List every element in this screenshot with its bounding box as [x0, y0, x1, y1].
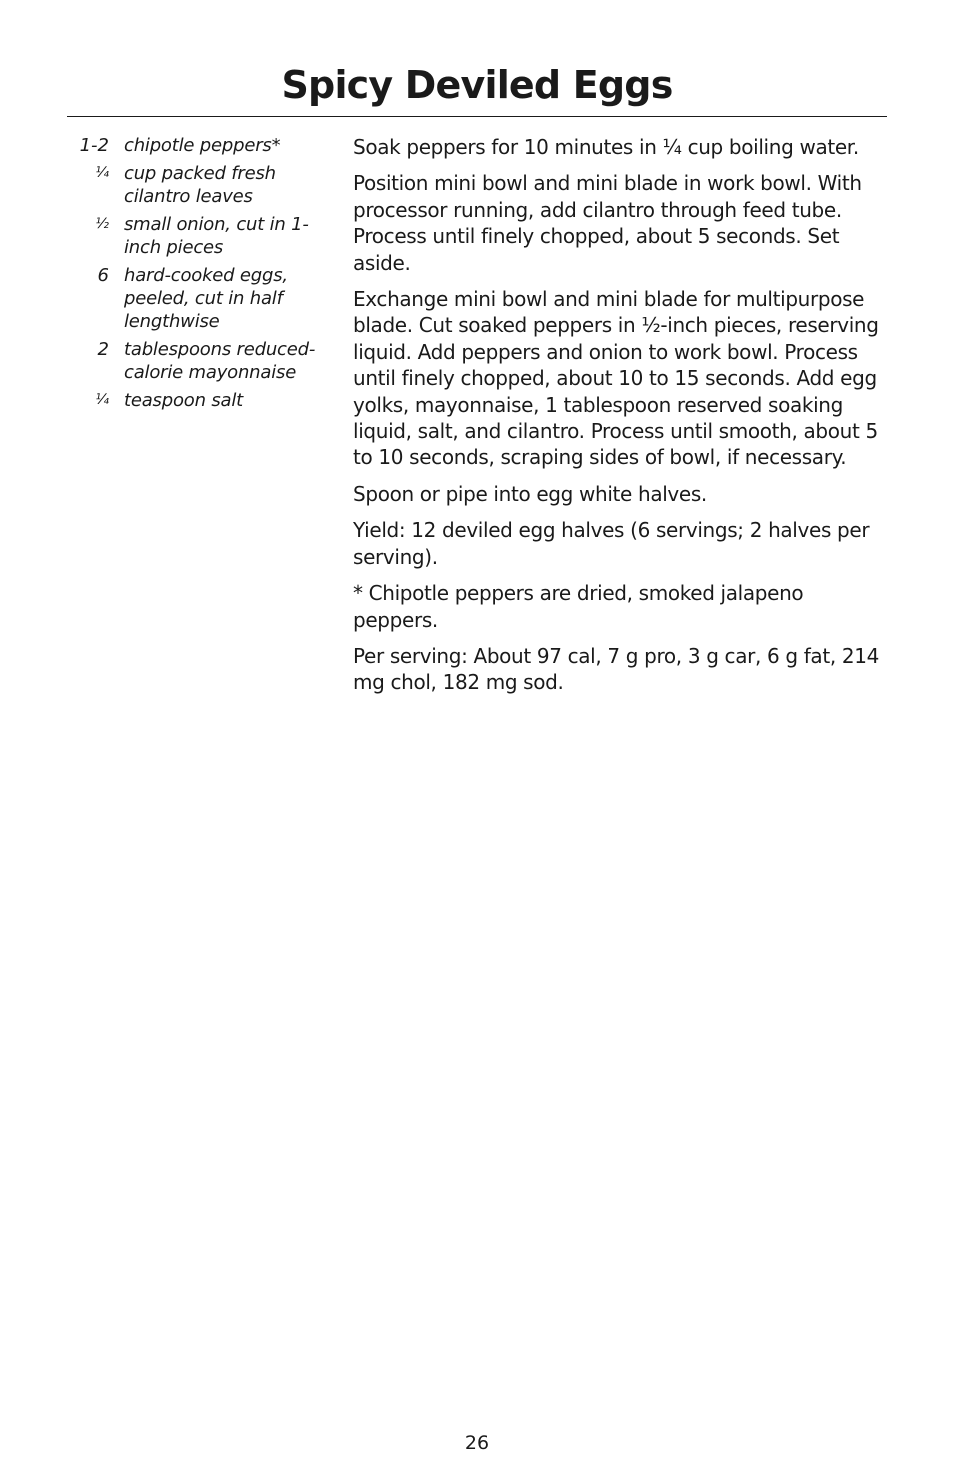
ingredient-item [76, 264, 336, 333]
page-number: 26 [464, 1432, 490, 1454]
ingredient-quantity: 6 [97, 265, 109, 286]
direction-step: Exchange mini bowl and mini blade for multipurpose blade. Cut soaked peppers in ½-inch pieces, reserving liquid. Add peppers and onion to work bowl. Process until finely chopped, about 10 to 15 seconds. Add egg yolks, mayonnaise, 1 tablespoon reserved soaking liquid, salt, and cilantro. Process until smooth, about 5 to 10 seconds, scraping sides of bowl, if necessary. [353, 287, 879, 470]
ingredient-quantity: ¼ [95, 392, 109, 408]
ingredient-quantity: ½ [95, 216, 109, 232]
direction-step: Position mini bowl and mini blade in work bowl. With processor running, add cilantro through feed tube. Process until finely chopped, about 5 seconds. Set aside. [353, 171, 862, 275]
ingredient-quantity: 1-2 [79, 135, 109, 156]
ingredient-item [76, 389, 336, 412]
ingredient-quantity: ¼ [95, 165, 109, 181]
ingredient-list [76, 134, 336, 417]
direction-step: Spoon or pipe into egg white halves. [353, 481, 707, 506]
ingredient-item [76, 338, 336, 384]
ingredient-text: cup packed fresh cilantro leaves [124, 163, 276, 207]
ingredient-item [76, 213, 336, 259]
recipe-title: Spicy Deviled Eggs [281, 63, 673, 107]
ingredient-quantity: 2 [97, 339, 109, 360]
ingredient-text: hard-cooked eggs, peeled, cut in half lengthwise [124, 265, 288, 332]
nutrition-info: Per serving: About 97 cal, 7 g pro, 3 g car, 6 g fat, 214 mg chol, 182 mg sod. [353, 643, 879, 695]
ingredient-text: chipotle peppers* [124, 135, 281, 156]
ingredient-item [76, 162, 336, 208]
recipe-directions [353, 134, 893, 706]
ingredient-text: teaspoon salt [124, 390, 243, 411]
title-divider [67, 116, 887, 117]
direction-step: Soak peppers for 10 minutes in ¼ cup boiling water. [353, 135, 859, 159]
ingredient-item [76, 134, 336, 157]
recipe-footnote: * Chipotle peppers are dried, smoked jalapeno peppers. [353, 581, 804, 632]
ingredient-text: tablespoons reduced-calorie mayonnaise [124, 339, 316, 383]
recipe-yield: Yield: 12 deviled egg halves (6 servings; 2 halves per serving). [353, 518, 870, 569]
ingredient-text: small onion, cut in 1-inch pieces [124, 214, 309, 258]
